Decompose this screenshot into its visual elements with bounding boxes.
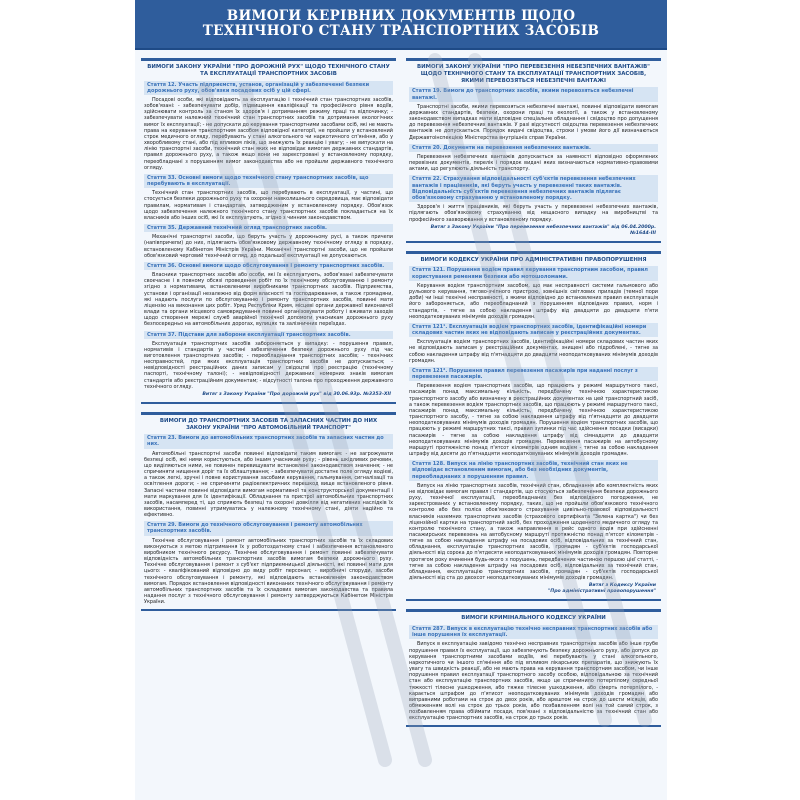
article-heading: Стаття 22. Страхування відповідальності суб'єктів перевезення небезпечних вантажів і працівників, які беруть участь у перевезенні таких вантажів. Відповідальність суб'єктів перевезення небезпечних вантажів підлягає обов'язковому страхуванню у встановленому порядку. <box>409 175 658 202</box>
article <box>409 367 658 457</box>
title-line-2: ТЕХНІЧНОГО СТАНУ ТРАНСПОРТНИХ ЗАСОБІВ <box>202 23 600 39</box>
article-heading: Стаття 121¹. Експлуатація водієм транспортних засобів, ідентифікаційні номери складових частин яких не відповідають записам у реєстраційних документах. <box>409 323 658 337</box>
article <box>409 87 658 140</box>
article <box>409 175 658 222</box>
citation: Витяг з Закону України "Про перевезення небезпечних вантажів" від 06.04.2000р. №1644-III <box>430 224 656 236</box>
article-heading: Стаття 36. Основні вимоги щодо обслуговування і ремонту транспортних засобів. <box>144 262 393 270</box>
article <box>144 434 393 518</box>
article <box>144 174 393 221</box>
article-heading: Стаття 35. Державний технічний огляд транспортних засобів. <box>144 224 393 232</box>
article-heading: Стаття 19. Вимоги до транспортних засобів, якими перевозяться небезпечні вантажі. <box>409 87 658 101</box>
citation: Витяг з Закону України "Про дорожній рух" від 30.06.93р. №3353-XII <box>202 391 391 397</box>
article-text: Керування водієм транспортним засобом, що має несправності системи гальмового або рульового керування, тягово-зчіпного пристрою, зовнішніх світлових приладів (темної пори доби) чи інші технічні несправності, з якими відповідно до встановлених правил експлуатація його забороняється, або переобладнаний з порушенням відповідних правил, норм і стандартів, - тягне за собою накладення штрафу від двадцяти до двадцяти п'яти неоподатковуваних мінімумів доходів громадян. <box>409 282 658 320</box>
article-text: Здоров'я і життя працівників, які беруть участь у перевезенні небезпечних вантажів, підлягають обов'язковому страхуванню від нещасного випадку на виробництві та професійного захворювання у встановленому порядку. <box>409 204 658 223</box>
article-text: Експлуатація транспортних засобів забороняється у випадку: - порушення правил, нормативів і стандартів у частині забезпечення безпеки дорожнього руху під час виготовлення транспортних засобів; - переобладнання транспортних засобів; - технічних несправностей, при яких експлуатація транспортних засобів не допускається; - невідповідності реєстраційних даних записам у свідоцтві про реєстрацію (технічному паспорті, технічному талоні); - невідповідності державних номерних знаків вимогам стандартів або реєстраційним документам; - відсутності талона про проходження державного технічного огляду. <box>144 340 393 390</box>
panel-subtitle: ЗАКОНУ УКРАЇНИ "ПРО АВТОМОБІЛЬНИЙ ТРАНСПОРТ" <box>186 424 351 431</box>
article-text: Посадові особи, які відповідають за експлуатацію і технічний стан транспортних засобів, зобов'язані: - забезпечувати добір, підвищення кваліфікації та професійного рівня водіїв, здійснювати контроль за станом їх здоров'я і дотриманням режиму праці та відпочинку; - забезпечувати належний технічний стан транспортних засобів та дотримання екологічних вимог їх експлуатації; - не допускати до керування транспортними засобами осіб, які не мають права на керування транспортним засобом відповідної категорії, не пройшли у встановлений строк медичного огляду, перебувають у стані алкогольного чи наркотичного сп'яніння, або у хворобливому стані, або під впливом ліків, що знижують їх реакцію і увагу; - не випускати на лінію транспортні засоби, технічний стан яких не відповідає вимогам державних стандартів, правил дорожнього руху, а також якщо вони не зареєстровані у встановленому порядку, переобладнані з порушенням вимог законодавства або не пройшли державного технічного огляду. <box>144 97 393 171</box>
article <box>144 331 393 390</box>
article-heading: Стаття 29. Вимоги до технічного обслуговування і ремонту автомобільних транспортних засобів. <box>144 521 393 535</box>
article-text: Механічні транспортні засоби, що беруть участь у дорожньому русі, а також причепи (напівпричепи) до них, підлягають обов'язковому державному технічному огляду в порядку, встановленому Кабінетом Міністрів України. Механічні транспортні засоби, що не пройшли обов'язковий черговий технічний огляд, до подальшої експлуатації не допускаються. <box>144 234 393 259</box>
article-text: Перевезення небезпечних вантажів допускається за наявності відповідно оформлених перевізних документів, перелік і порядок видачі яких визначаються нормативно-правовими актами, що регулюють діяльність транспорту. <box>409 153 658 173</box>
article-heading: Стаття 33. Основні вимоги щодо технічного стану транспортних засобів, що перебувають в експлуатації. <box>144 174 393 188</box>
columns <box>135 50 667 800</box>
right-column <box>406 50 661 800</box>
citation-line-1: Витяг з Кодексу України <box>588 583 656 589</box>
article-heading: Стаття 23. Вимоги до автомобільних транспортних засобів та запасних частин до них. <box>144 434 393 448</box>
road-traffic-law-panel <box>141 58 396 404</box>
poster-header <box>135 0 667 50</box>
article-text: Автомобільні транспортні засоби повинні відповідати таким вимогам: - не загрожувати безпеці осіб, які ними користуються, або іншим учасникам руху; - рівень шкідливих речовин, що виділяються ними, не повинен перевищувати встановлені законодавством значення; - не спричиняти нищення доріг та їх облаштування; - забезпечувати достатнє поле огляду водієві, а також легкі, зручні і повне користування засобами керування, гальмування, сигналізації та освітлення дороги; - не спричиняти радіоелектричних перешкод вище встановленого рівня. Запасні частини повинні відповідати вимогам нормативної та конструкторської документації і мати маркування для їх ідентифікації. Обладнання та пристрої автомобільних транспортних засобів, насамперед ті, що сприяють безпеці та охороні довкілля від негативних наслідків їх використання, повинні утримуватись у належному технічному стані, діяти надійно та ефективно. <box>144 450 393 519</box>
citation <box>409 583 656 595</box>
article <box>409 266 658 319</box>
article-text: Технічний стан транспортних засобів, що перебувають в експлуатації, у частині, що стосується безпеки дорожнього руху та охорони навколишнього середовища, має відповідати правилам, нормативам і стандартам, затвердженим у встановленому порядку. Обов'язок щодо забезпечення належного технічного стану транспортних засобів покладається на їх власників або інших осіб, які їх експлуатують, згідно з чинним законодавством. <box>144 190 393 221</box>
article-text: Експлуатація водієм транспортних засобів, ідентифікаційні номери складових частин яких не відповідають записам у реєстраційних документах, знищені або підроблені, - тягне за собою накладення штрафу від п'ятнадцяти до двадцяти неоподатковуваних мінімумів доходів громадян. <box>409 339 658 364</box>
article-heading: Стаття 287. Випуск в експлуатацію технічно несправних транспортних засобів або інше порушення їх експлуатації. <box>409 625 658 639</box>
article <box>144 224 393 259</box>
left-column <box>141 50 396 800</box>
title-line-1: ВИМОГИ КЕРІВНИХ ДОКУМЕНТІВ ЩОДО <box>226 8 576 24</box>
article-heading: Стаття 121. Порушення водієм правил керування транспортним засобом, правил користування ременями безпеки або мотошоломами. <box>409 266 658 280</box>
article-text: Перевезення водієм транспортних засобів, що працюють у режимі маршрутного таксі, пасажирів понад максимальну кількість, передбачену технічною характеристикою транспортного засобу або визначену в реєстраційних документах на цей транспортний засіб, а також перевезення водієм транспортних засобів, що працюють у режимі маршрутного таксі, пасажирів понад максимальну кількість, передбачену технічною характеристикою транспортного засобу, - тягне за собою накладення штрафу від п'ятнадцяти до двадцяти неоподатковуваних мінімумів доходів громадян. Порушення водієм транспортних засобів, що працюють у режимі маршрутних таксі, правил зупинки під час здійснення посадки (висадки) пасажирів - тягне за собою накладення штрафу від сімнадцяти до двадцяти неоподатковуваних мінімумів доходів громадян. Перевезення пасажирів на автобусному маршруті протяжністю понад п'ятсот кілометрів одним водієм - тягне за собою накладення штрафу від десяти до п'ятнадцяти неоподатковуваних мінімумів доходів громадян. <box>409 383 658 457</box>
article-text: Транспортні засоби, якими перевозяться небезпечні вантажі, повинні відповідати вимогам державних стандартів, безпеки, охорони праці та екології, а також у встановленому законодавством випадках мати відповідне спеціальне обладнання і свідоцтво про допущення до перевезення небезпечних вантажів. У разі відсутності свідоцтва перевезення небезпечних вантажів не допускається. Порядок видачі свідоцтва, строки і умови його дії визначаються Державтоінспекцією Міністерства внутрішніх справ України. <box>409 103 658 141</box>
article <box>409 323 658 364</box>
article-heading: Стаття 121². Порушення правил перевезення пасажирів при наданні послуг з перевезення пасажирів. <box>409 367 658 381</box>
article-heading: Стаття 128. Випуск на лінію транспортних засобів, технічний стан яких не відповідає встановленим вимогам, або без необхідних документів, переобладнаних з порушенням правил. <box>409 460 658 481</box>
article-heading: Стаття 12. Участь підприємств, установ, організацій у забезпеченні безпеки дорожнього руху, обов'язки посадових осіб у цій сфері. <box>144 81 393 95</box>
article-text: Випуск в експлуатацію завідомо технічно несправних транспортних засобів або інше грубе порушення правил їх експлуатації, що забезпечують безпеку дорожнього руху, або допуск до керування транспортними засобами водіїв, які перебувають у стані алкогольного, наркотичного чи іншого сп'яніння або під впливом лікарських препаратів, що знижують їх увагу та швидкість реакції, або не мають права на керування транспортним засобом, чи інше порушення правил експлуатації транспортного засобу особою, відповідальною за технічний стан або експлуатацію транспортних засобів, якщо це спричинило потерпілому середньої тяжкості тілесне ушкодження, або тяжке тілесне ушкодження, або смерть потерпілого, - карається штрафом до п'ятисот неоподатковуваних мінімумів доходів громадян або виправними роботами на строк до двох років, або арештом на строк до шести місяців, або обмеженням волі на строк до трьох років, або позбавленням волі на той самий строк, з позбавленням права обіймати посади, пов'язані з відповідальністю за технічний стан або експлуатацію транспортних засобів, на строк до трьох років. <box>409 641 658 722</box>
citation-line-2: "Про адміністративні правопорушення" <box>547 589 656 595</box>
poster-title <box>203 9 599 39</box>
panel-title: ВИМОГИ ЗАКОНУ УКРАЇНИ "ПРО ДОРОЖНІЙ РУХ" ЩОДО ТЕХНІЧНОГО СТАНУ ТА ЕКСПЛУАТАЦІЇ ТРАНСПОРТНИХ ЗАСОБІВ <box>147 64 390 77</box>
panel-title: ВИМОГИ ЗАКОНУ УКРАЇНИ "ПРО ПЕРЕВЕЗЕННЯ НЕБЕЗПЕЧНИХ ВАНТАЖІВ" ЩОДО ТЕХНІЧНОГО СТАНУ ТА ЕКСПЛУАТАЦІЇ ТРАНСПОРТНИХ ЗАСОБІВ, ЯКИМИ ПЕРЕВОЗЯТЬСЯ НЕБЕЗПЕЧНІ ВАНТАЖІ <box>416 64 650 84</box>
administrative-code-panel <box>406 251 661 602</box>
article <box>409 144 658 173</box>
article <box>409 625 658 721</box>
article <box>144 262 393 328</box>
panel-title: ВИМОГИ КРИМІНАЛЬНОГО КОДЕКСУ УКРАЇНИ <box>461 615 606 622</box>
panel-title: ВИМОГИ ДО ТРАНСПОРТНИХ ЗАСОБІВ ТА ЗАПАСНИХ ЧАСТИН ДО НИХ <box>159 417 378 424</box>
article-heading: Стаття 20. Документи на перевезення небезпечних вантажів. <box>409 144 658 152</box>
article-heading: Стаття 37. Підстави для заборони експлуатації транспортних засобів. <box>144 331 393 339</box>
poster <box>135 0 667 800</box>
article-text: Власники транспортних засобів або особи, які їх експлуатують, зобов'язані забезпечувати своєчасне і в повному обсязі проведення робіт по їх технічному обслуговуванню і ремонту згідно з нормативами, встановленими виробниками транспортних засобів. Підприємства, установи і організації незалежно від форм власності та господарювання, а також громадяни, які надають послуги по обслуговуванню і ремонту транспортних засобів, повинні мати ліцензію на виконання цих робіт. Уряд Республіки Крим, місцеві органи державної виконавчої влади та органи місцевого самоврядування повинні організовувати роботу і вживати заходів щодо створення мережі служб аварійної технічної допомоги учасникам дорожнього руху безпосередньо на автомобільних дорогах, вулицях та залізничних переїздах. <box>144 272 393 328</box>
criminal-code-panel <box>406 609 661 727</box>
article-text: Випуск на лінію транспортних засобів, технічний стан, обладнання або комплектність яких не відповідає вимогам правил і стандартів, що стосуються забезпечення безпеки дорожнього руху, технічної експлуатації, переобладнаних без відповідного погодження, не зареєстрованих у встановленому порядку, таких, що не пройшли обов'язкового технічного контролю або без поліса обов'язкового страхування цивільно-правової відповідальності власників наземних транспортних засобів (страхового сертифіката "Зелена картка") чи без ліцензійної картки на транспортний засіб, без проходження щоденного медичного огляду та контролю технічного стану, а також направлення в рейс одного водія при здійсненні пасажирських перевезень на автобусному маршруті протяжністю понад п'ятсот кілометрів - тягне за собою накладення штрафу на посадових осіб, відповідальних за технічний стан, обладнання, експлуатацію транспортних засобів, громадян - суб'єктів господарської діяльності від сорока до п'ятдесяти неоподатковуваних мінімумів доходів громадян. Повторне протягом року вчинення будь-якого з порушень, передбачених частиною першою цієї статті, - тягне за собою накладення штрафу на посадових осіб, відповідальних за технічний стан, обладнання, експлуатацію транспортних засобів, громадян - суб'єктів господарської діяльності від ста до двохсот неоподатковуваних мінімумів доходів громадян. <box>409 482 658 582</box>
article <box>144 81 393 171</box>
article-text: Технічне обслуговування і ремонт автомобільних транспортних засобів та їх складових виконуються з метою підтримання їх у роботоздатному стані і забезпечення встановленого виробником технічного ресурсу. Технічне обслуговування і ремонт повинні забезпечувати відповідність автомобільних транспортних засобів вимогам безпеки дорожнього руху. Технічне обслуговування і ремонт з суб'єкт підприємницької діяльності, які повинні мати для цього: - кваліфікований відповідно до виду робіт персонал; - виробничі споруди, засоби технічного обслуговування і ремонту, які відповідають встановленим законодавством вимогам. Порядок встановлення відповідності виконаних технічного обслуговування і ремонту автомобільних транспортних засобів та їх складових вимогам законодавства та правила надання послуг з технічного обслуговування і ремонту затверджуються Кабінетом Міністрів України. <box>144 537 393 606</box>
article <box>409 460 658 581</box>
article <box>144 521 393 605</box>
dangerous-goods-law-panel <box>406 58 661 243</box>
auto-transport-law-panel <box>141 412 396 611</box>
panel-title: ВИМОГИ КОДЕКСУ УКРАЇНИ ПРО АДМІНІСТРАТИВНІ ПРАВОПОРУШЕННЯ <box>420 256 647 263</box>
